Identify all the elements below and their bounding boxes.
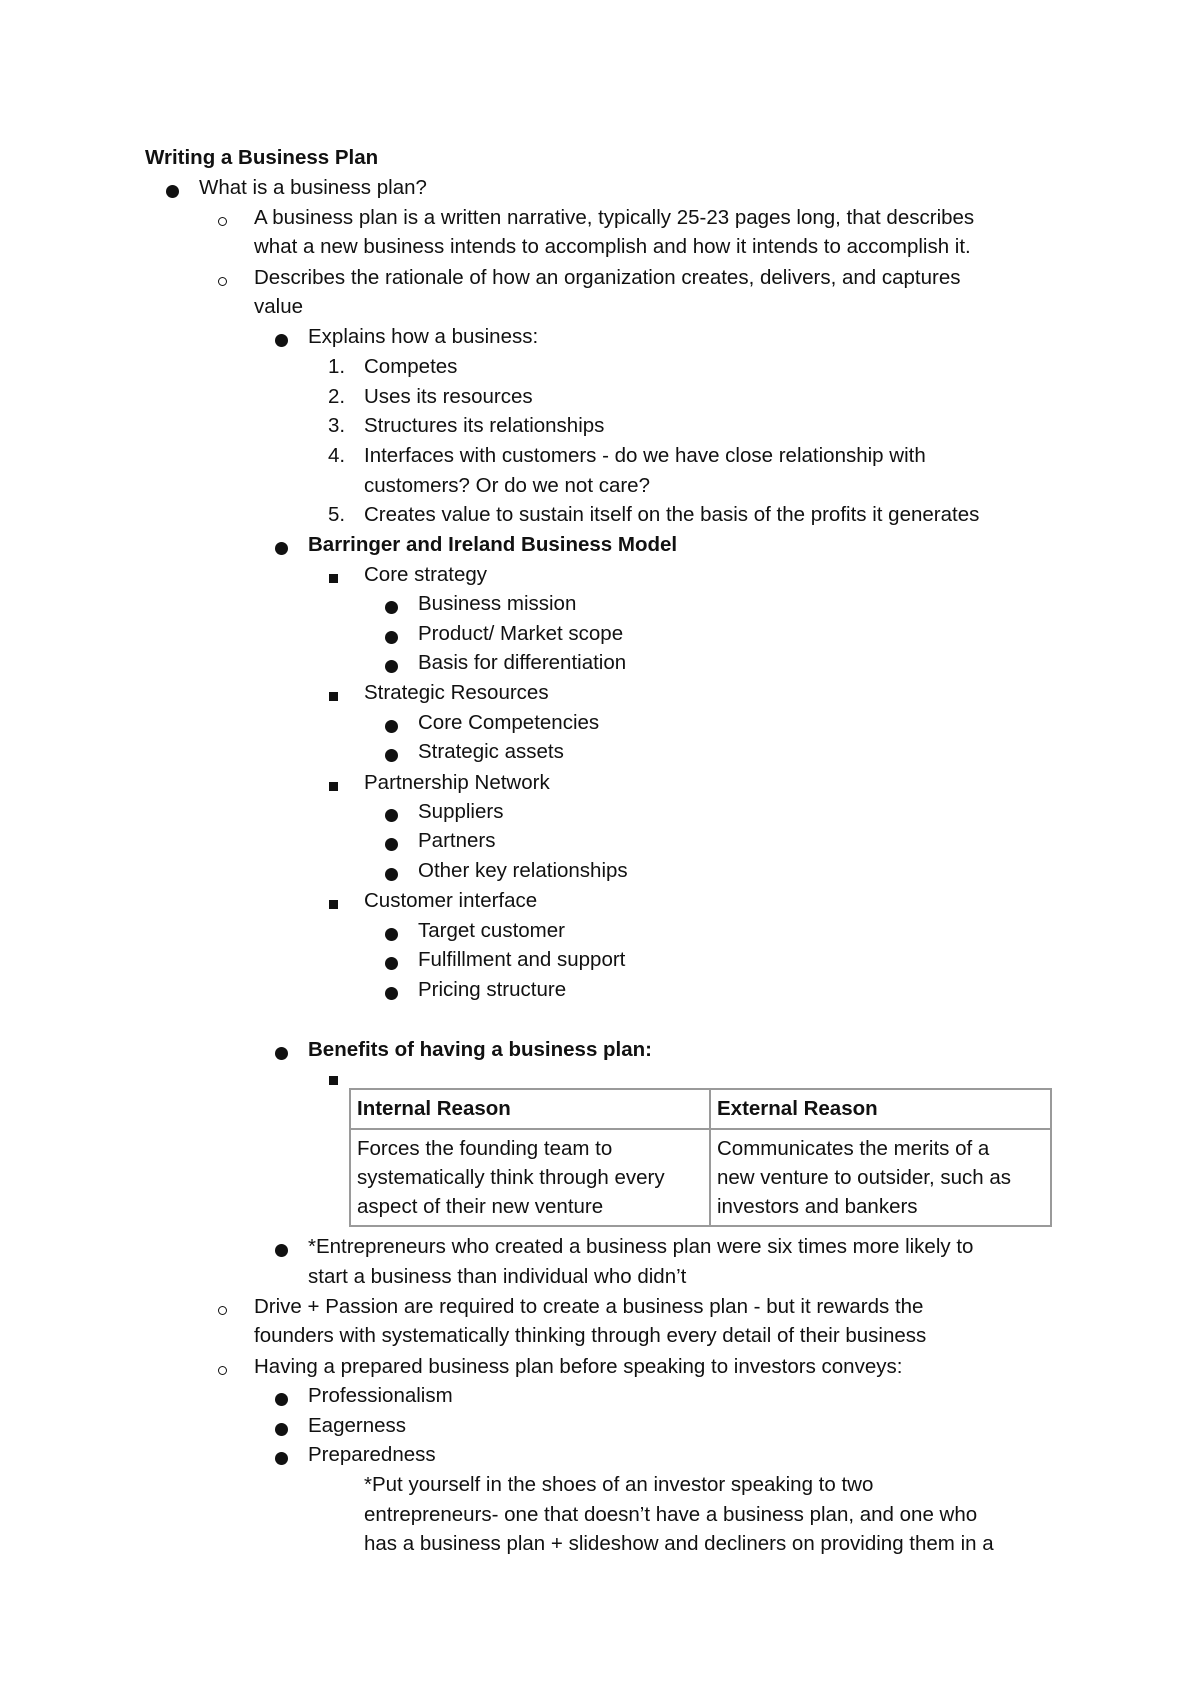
list-item: Uses its resources bbox=[364, 385, 533, 408]
list-item: Interfaces with customers - do we have close relationship with bbox=[364, 444, 926, 467]
hollow-bullet-icon bbox=[218, 277, 227, 286]
model-item: Core Competencies bbox=[418, 711, 600, 734]
explains-heading: Explains how a business: bbox=[308, 325, 539, 348]
model-item: Pricing structure bbox=[418, 978, 567, 1001]
model-item: Product/ Market scope bbox=[418, 622, 624, 645]
list-number: 2. bbox=[328, 385, 346, 408]
bullet-icon bbox=[385, 631, 398, 644]
benefits-heading: Benefits of having a business plan: bbox=[308, 1038, 653, 1061]
bullet-icon bbox=[385, 838, 398, 851]
definition-line: A business plan is a written narrative, typically 25-23 pages long, that describes bbox=[254, 206, 975, 229]
table-cell bbox=[710, 1129, 1051, 1226]
entrepreneurs-line: *Entrepreneurs who created a business plan were six times more likely to bbox=[308, 1235, 974, 1258]
bullet-icon bbox=[275, 1452, 288, 1465]
hollow-bullet-icon bbox=[218, 1306, 227, 1315]
benefits-table bbox=[349, 1088, 1052, 1227]
model-section: Core strategy bbox=[364, 563, 488, 586]
drive-line: Drive + Passion are required to create a business plan - but it rewards the bbox=[254, 1295, 924, 1318]
bullet-icon bbox=[275, 542, 288, 555]
document-title: Writing a Business Plan bbox=[145, 146, 379, 169]
model-section: Customer interface bbox=[364, 889, 538, 912]
bullet-icon bbox=[166, 185, 179, 198]
bullet-icon bbox=[385, 601, 398, 614]
drive-line: founders with systematically thinking through every detail of their business bbox=[254, 1324, 927, 1347]
list-item: Structures its relationships bbox=[364, 414, 605, 437]
definition-line: what a new business intends to accomplish and how it intends to accomplish it. bbox=[254, 235, 971, 258]
square-bullet-icon bbox=[329, 782, 338, 791]
rationale-line: value bbox=[254, 295, 304, 318]
prepared-line: Having a prepared business plan before speaking to investors conveys: bbox=[254, 1355, 903, 1378]
entrepreneurs-line: start a business than individual who didn’t bbox=[308, 1265, 687, 1288]
model-item: Basis for differentiation bbox=[418, 651, 627, 674]
bullet-icon bbox=[275, 1047, 288, 1060]
model-item: Suppliers bbox=[418, 800, 504, 823]
investor-note-line: entrepreneurs- one that doesn’t have a business plan, and one who bbox=[364, 1503, 978, 1526]
model-item: Target customer bbox=[418, 919, 565, 942]
bullet-icon bbox=[385, 660, 398, 673]
bullet-icon bbox=[275, 1393, 288, 1406]
list-item-continuation: customers? Or do we not care? bbox=[364, 474, 650, 497]
model-heading: Barringer and Ireland Business Model bbox=[308, 533, 678, 556]
table-header-cell: External Reason bbox=[710, 1089, 1051, 1129]
model-item: Strategic assets bbox=[418, 740, 564, 763]
square-bullet-icon bbox=[329, 900, 338, 909]
question-text: What is a business plan? bbox=[199, 176, 427, 199]
bullet-icon bbox=[275, 1423, 288, 1436]
model-item: Partners bbox=[418, 829, 496, 852]
cell-text: Communicates the merits of a new venture to outsider, such as investors and bankers bbox=[717, 1137, 1012, 1218]
cell-text: Forces the founding team to systematically think through every aspect of their new venture bbox=[357, 1137, 665, 1218]
table-header-row bbox=[350, 1089, 1051, 1129]
square-bullet-icon bbox=[329, 1076, 338, 1085]
square-bullet-icon bbox=[329, 574, 338, 583]
investor-note-line: has a business plan + slideshow and decliners on providing them in a bbox=[364, 1532, 994, 1555]
rationale-line: Describes the rationale of how an organization creates, delivers, and captures bbox=[254, 266, 961, 289]
bullet-icon bbox=[385, 928, 398, 941]
model-item: Other key relationships bbox=[418, 859, 628, 882]
conveys-item: Professionalism bbox=[308, 1384, 453, 1407]
model-item: Business mission bbox=[418, 592, 577, 615]
bullet-icon bbox=[275, 1244, 288, 1257]
list-item: Competes bbox=[364, 355, 458, 378]
conveys-item: Eagerness bbox=[308, 1414, 407, 1437]
hollow-bullet-icon bbox=[218, 217, 227, 226]
bullet-icon bbox=[385, 749, 398, 762]
list-number: 5. bbox=[328, 503, 346, 526]
hollow-bullet-icon bbox=[218, 1366, 227, 1375]
table-header-cell: Internal Reason bbox=[350, 1089, 710, 1129]
model-section: Partnership Network bbox=[364, 771, 550, 794]
list-item: Creates value to sustain itself on the basis of the profits it generates bbox=[364, 503, 980, 526]
model-item: Fulfillment and support bbox=[418, 948, 626, 971]
bullet-icon bbox=[385, 987, 398, 1000]
list-number: 1. bbox=[328, 355, 346, 378]
bullet-icon bbox=[275, 334, 288, 347]
list-number: 4. bbox=[328, 444, 346, 467]
table-cell bbox=[350, 1129, 710, 1226]
conveys-item: Preparedness bbox=[308, 1443, 436, 1466]
table-row bbox=[350, 1129, 1051, 1226]
model-section: Strategic Resources bbox=[364, 681, 549, 704]
list-number: 3. bbox=[328, 414, 346, 437]
bullet-icon bbox=[385, 868, 398, 881]
bullet-icon bbox=[385, 809, 398, 822]
bullet-icon bbox=[385, 720, 398, 733]
investor-note-line: *Put yourself in the shoes of an investor speaking to two bbox=[364, 1473, 874, 1496]
bullet-icon bbox=[385, 957, 398, 970]
square-bullet-icon bbox=[329, 692, 338, 701]
